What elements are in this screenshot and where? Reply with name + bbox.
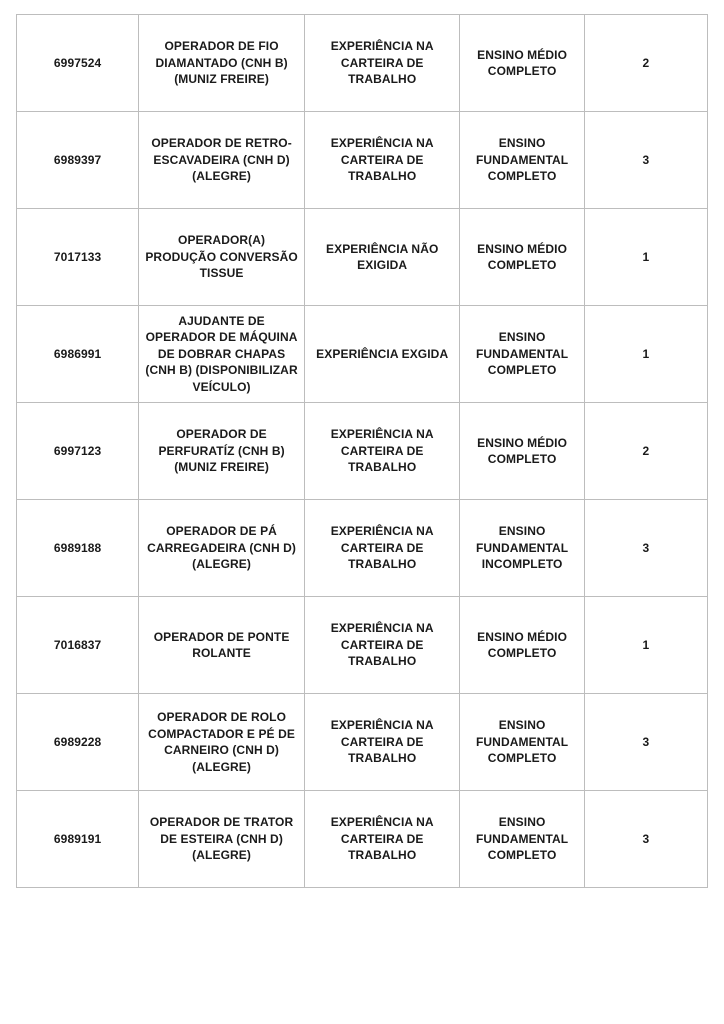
education-requirement: ENSINO FUNDAMENTAL COMPLETO	[460, 112, 584, 209]
vacancy-code: 6989191	[17, 791, 139, 888]
education-requirement: ENSINO FUNDAMENTAL COMPLETO	[460, 306, 584, 403]
vacancy-count: 1	[584, 306, 707, 403]
experience-requirement: EXPERIÊNCIA NA CARTEIRA DE TRABALHO	[304, 112, 460, 209]
table-row	[17, 597, 708, 694]
education-requirement: ENSINO MÉDIO COMPLETO	[460, 597, 584, 694]
job-title: OPERADOR(A) PRODUÇÃO CONVERSÃO TISSUE	[139, 209, 305, 306]
education-requirement: ENSINO MÉDIO COMPLETO	[460, 209, 584, 306]
vacancy-code: 6989188	[17, 500, 139, 597]
vacancy-code: 6989228	[17, 694, 139, 791]
experience-requirement: EXPERIÊNCIA EXGIDA	[304, 306, 460, 403]
vacancy-count: 3	[584, 694, 707, 791]
experience-requirement: EXPERIÊNCIA NA CARTEIRA DE TRABALHO	[304, 694, 460, 791]
job-title: OPERADOR DE PONTE ROLANTE	[139, 597, 305, 694]
job-title: OPERADOR DE TRATOR DE ESTEIRA (CNH D) (ALEGRE)	[139, 791, 305, 888]
vacancy-count: 1	[584, 597, 707, 694]
job-title: AJUDANTE DE OPERADOR DE MÁQUINA DE DOBRAR CHAPAS (CNH B) (DISPONIBILIZAR VEÍCULO)	[139, 306, 305, 403]
vacancy-code: 6989397	[17, 112, 139, 209]
experience-requirement: EXPERIÊNCIA NA CARTEIRA DE TRABALHO	[304, 791, 460, 888]
experience-requirement: EXPERIÊNCIA NA CARTEIRA DE TRABALHO	[304, 403, 460, 500]
experience-requirement: EXPERIÊNCIA NA CARTEIRA DE TRABALHO	[304, 15, 460, 112]
job-title: OPERADOR DE PERFURATÍZ (CNH B) (MUNIZ FREIRE)	[139, 403, 305, 500]
job-vacancies-table	[16, 14, 708, 888]
job-title: OPERADOR DE RETRO-ESCAVADEIRA (CNH D) (ALEGRE)	[139, 112, 305, 209]
vacancy-count: 3	[584, 500, 707, 597]
table-row	[17, 500, 708, 597]
table-row	[17, 403, 708, 500]
vacancy-code: 6997123	[17, 403, 139, 500]
vacancy-count: 2	[584, 15, 707, 112]
job-title: OPERADOR DE PÁ CARREGADEIRA (CNH D) (ALEGRE)	[139, 500, 305, 597]
job-title: OPERADOR DE ROLO COMPACTADOR E PÉ DE CARNEIRO (CNH D) (ALEGRE)	[139, 694, 305, 791]
vacancy-code: 7016837	[17, 597, 139, 694]
vacancy-count: 2	[584, 403, 707, 500]
table-row	[17, 694, 708, 791]
vacancy-code: 6986991	[17, 306, 139, 403]
education-requirement: ENSINO FUNDAMENTAL INCOMPLETO	[460, 500, 584, 597]
vacancy-count: 3	[584, 791, 707, 888]
table-row	[17, 791, 708, 888]
vacancy-code: 7017133	[17, 209, 139, 306]
education-requirement: ENSINO FUNDAMENTAL COMPLETO	[460, 791, 584, 888]
table-row	[17, 306, 708, 403]
vacancy-code: 6997524	[17, 15, 139, 112]
table-row	[17, 15, 708, 112]
job-title: OPERADOR DE FIO DIAMANTADO (CNH B) (MUNIZ FREIRE)	[139, 15, 305, 112]
experience-requirement: EXPERIÊNCIA NÃO EXIGIDA	[304, 209, 460, 306]
education-requirement: ENSINO MÉDIO COMPLETO	[460, 403, 584, 500]
experience-requirement: EXPERIÊNCIA NA CARTEIRA DE TRABALHO	[304, 597, 460, 694]
table-row	[17, 112, 708, 209]
education-requirement: ENSINO FUNDAMENTAL COMPLETO	[460, 694, 584, 791]
education-requirement: ENSINO MÉDIO COMPLETO	[460, 15, 584, 112]
experience-requirement: EXPERIÊNCIA NA CARTEIRA DE TRABALHO	[304, 500, 460, 597]
vacancy-count: 1	[584, 209, 707, 306]
vacancy-count: 3	[584, 112, 707, 209]
table-row	[17, 209, 708, 306]
